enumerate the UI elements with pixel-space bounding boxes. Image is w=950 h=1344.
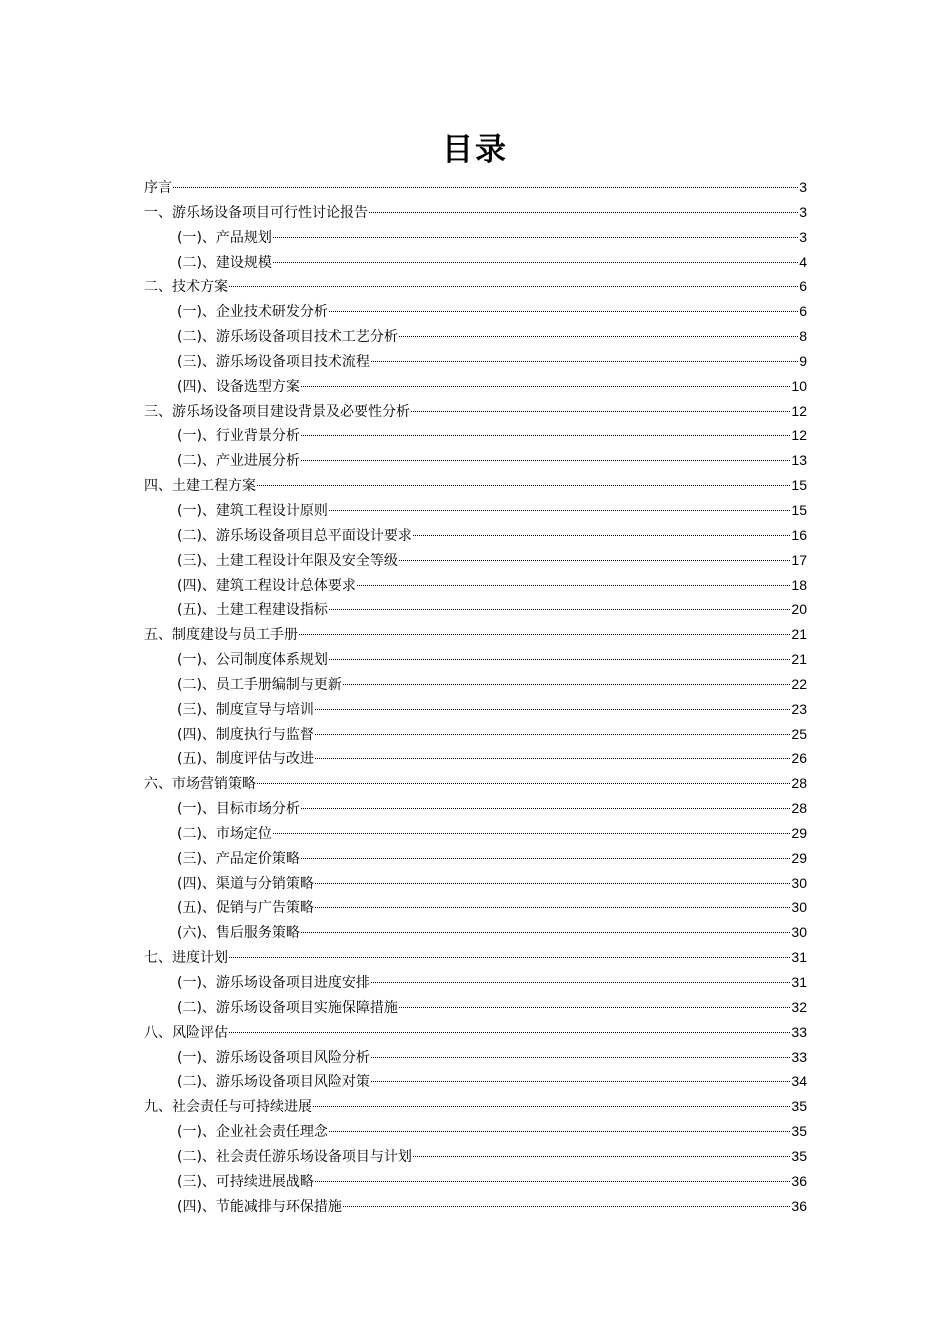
toc-entry-label: (五)、制度评估与改进	[177, 751, 314, 768]
toc-dot-leader	[343, 684, 790, 685]
toc-page-number: 36	[791, 1197, 807, 1214]
toc-dot-leader	[315, 907, 790, 908]
toc-dot-leader	[273, 833, 790, 834]
toc-dot-leader	[273, 262, 798, 263]
toc-section-entry[interactable]	[144, 672, 807, 697]
toc-section-entry[interactable]	[144, 1119, 807, 1144]
toc-entry-label: (一)、公司制度体系规划	[177, 652, 328, 669]
toc-page-number: 10	[791, 377, 807, 394]
toc-page-number: 15	[791, 501, 807, 518]
toc-page-number: 30	[791, 899, 807, 916]
toc-section-entry[interactable]	[144, 523, 807, 548]
toc-section-entry[interactable]	[144, 846, 807, 871]
toc-dot-leader	[369, 212, 798, 213]
toc-entry-label: (四)、节能减排与环保措施	[177, 1198, 342, 1215]
toc-dot-leader	[313, 1106, 790, 1107]
toc-page-number: 35	[791, 1098, 807, 1115]
toc-dot-leader	[315, 758, 790, 759]
toc-page-number: 29	[791, 849, 807, 866]
toc-page-number: 13	[791, 452, 807, 469]
toc-page-number: 21	[791, 651, 807, 668]
toc-chapter-entry[interactable]	[144, 945, 807, 970]
toc-dot-leader	[371, 1057, 790, 1058]
toc-page-number: 31	[791, 974, 807, 990]
toc-dot-leader	[229, 286, 798, 287]
toc-chapter-entry[interactable]	[144, 175, 807, 200]
toc-chapter-entry[interactable]	[144, 200, 807, 225]
toc-page-number: 28	[791, 800, 807, 817]
toc-entry-label: (二)、建设规模	[177, 254, 272, 271]
toc-page-number: 3	[799, 203, 807, 220]
toc-entry-label: (一)、建筑工程设计原则	[177, 502, 328, 519]
toc-section-entry[interactable]	[144, 995, 807, 1020]
toc-dot-leader	[329, 659, 790, 660]
toc-page-number: 8	[799, 328, 807, 345]
toc-entry-label: (一)、游乐场设备项目风险分析	[177, 1049, 370, 1066]
toc-section-entry[interactable]	[144, 573, 807, 598]
toc-dot-leader	[257, 783, 790, 784]
toc-page-number: 31	[791, 949, 807, 966]
toc-dot-leader	[257, 485, 790, 486]
toc-entry-label: (三)、可持续进展战略	[177, 1173, 314, 1190]
toc-page-number: 3	[799, 228, 807, 245]
toc-chapter-entry[interactable]	[144, 473, 807, 498]
toc-dot-leader	[301, 808, 790, 809]
toc-page-number: 33	[791, 1023, 807, 1040]
toc-section-entry[interactable]	[144, 722, 807, 747]
toc-entry-label: (五)、促销与广告策略	[177, 900, 314, 917]
toc-entry-label: (一)、企业社会责任理念	[177, 1124, 328, 1141]
toc-section-entry[interactable]	[144, 548, 807, 573]
toc-page-number: 6	[799, 278, 807, 295]
toc-section-entry[interactable]	[144, 498, 807, 523]
toc-section-entry[interactable]	[144, 796, 807, 821]
toc-section-entry[interactable]	[144, 324, 807, 349]
toc-section-entry[interactable]	[144, 448, 807, 473]
toc-section-entry[interactable]	[144, 299, 807, 324]
toc-dot-leader	[413, 1156, 790, 1157]
toc-page-number: 35	[791, 1123, 807, 1140]
toc-dot-leader	[315, 883, 790, 884]
toc-page-number: 30	[791, 874, 807, 891]
toc-chapter-entry[interactable]	[144, 274, 807, 299]
toc-chapter-entry[interactable]	[144, 399, 807, 424]
toc-page-number: 17	[791, 551, 807, 568]
toc-entry-label: 一、游乐场设备项目可行性讨论报告	[144, 204, 368, 221]
toc-dot-leader	[315, 709, 790, 710]
toc-page-number: 6	[799, 303, 807, 320]
toc-section-entry[interactable]	[144, 697, 807, 722]
toc-page-number: 22	[791, 675, 807, 692]
toc-section-entry[interactable]	[144, 250, 807, 275]
toc-page-number: 12	[791, 427, 807, 444]
toc-entry-label: (二)、产业进展分析	[177, 453, 300, 470]
toc-dot-leader	[343, 1206, 790, 1207]
toc-section-entry[interactable]	[144, 970, 807, 995]
toc-page-number: 34	[791, 1073, 807, 1090]
toc-dot-leader	[399, 560, 790, 561]
toc-entry-label: (一)、行业背景分析	[177, 428, 300, 445]
toc-entry-label: 九、社会责任与可持续进展	[144, 1099, 312, 1116]
toc-dot-leader	[301, 858, 790, 859]
toc-entry-label: (四)、建筑工程设计总体要求	[177, 577, 356, 594]
toc-dot-leader	[229, 957, 790, 958]
toc-section-entry[interactable]	[144, 895, 807, 920]
toc-page-number: 26	[791, 750, 807, 767]
toc-chapter-entry[interactable]	[144, 1094, 807, 1119]
toc-page-number: 18	[791, 576, 807, 593]
toc-dot-leader	[315, 1181, 790, 1182]
toc-section-entry[interactable]	[144, 821, 807, 846]
toc-dot-leader	[315, 734, 790, 735]
toc-dot-leader	[301, 435, 790, 436]
toc-section-entry[interactable]	[144, 1045, 807, 1070]
toc-entry-label: (四)、制度执行与监督	[177, 726, 314, 743]
toc-page-number: 36	[791, 1172, 807, 1189]
toc-entry-label: 五、制度建设与员工手册	[144, 627, 298, 644]
toc-entry-label: (二)、游乐场设备项目风险对策	[177, 1074, 370, 1091]
toc-dot-leader	[329, 609, 790, 610]
toc-entry-label: (一)、产品规划	[177, 229, 272, 246]
toc-dot-leader	[301, 932, 790, 933]
toc-page-number: 21	[791, 626, 807, 643]
toc-section-entry[interactable]	[144, 1169, 807, 1194]
toc-entry-label: (六)、售后服务策略	[177, 925, 300, 942]
toc-entry-label: 三、游乐场设备项目建设背景及必要性分析	[144, 403, 410, 420]
toc-dot-leader	[413, 535, 790, 536]
toc-section-entry[interactable]	[144, 423, 807, 448]
toc-dot-leader	[371, 982, 790, 983]
toc-dot-leader	[371, 361, 798, 362]
toc-page-number: 23	[791, 700, 807, 717]
toc-dot-leader	[371, 1081, 790, 1082]
toc-section-entry[interactable]	[144, 1144, 807, 1169]
toc-entry-label: 四、土建工程方案	[144, 478, 256, 495]
toc-dot-leader	[329, 1131, 790, 1132]
toc-entry-label: (一)、企业技术研发分析	[177, 304, 328, 321]
toc-dot-leader	[273, 237, 798, 238]
toc-chapter-entry[interactable]	[144, 1020, 807, 1045]
toc-page-number: 35	[791, 1147, 807, 1164]
toc-entry-label: (二)、市场定位	[177, 825, 272, 842]
toc-page-number: 29	[791, 824, 807, 841]
toc-entry-label: (三)、产品定价策略	[177, 850, 300, 867]
toc-entry-label: (一)、目标市场分析	[177, 801, 300, 818]
toc-dot-leader	[357, 585, 790, 586]
toc-entry-label: (三)、制度宣导与培训	[177, 701, 314, 718]
toc-section-entry[interactable]	[144, 871, 807, 896]
toc-entry-label: (三)、土建工程设计年限及安全等级	[177, 552, 398, 569]
toc-dot-leader	[329, 510, 790, 511]
toc-page-number: 4	[799, 253, 807, 270]
toc-page-number: 33	[791, 1048, 807, 1065]
toc-section-entry[interactable]	[144, 349, 807, 374]
toc-dot-leader	[411, 411, 790, 412]
toc-section-entry[interactable]	[144, 374, 807, 399]
toc-dot-leader	[301, 386, 790, 387]
toc-section-entry[interactable]	[144, 597, 807, 622]
toc-entry-label: (二)、游乐场设备项目实施保障措施	[177, 999, 398, 1016]
toc-entry-label: (二)、游乐场设备项目技术工艺分析	[177, 329, 398, 346]
toc-entry-label: (四)、渠道与分销策略	[177, 875, 314, 892]
toc-page-number: 9	[799, 352, 807, 369]
toc-section-entry[interactable]	[144, 1069, 807, 1094]
toc-entry-label: 六、市场营销策略	[144, 776, 256, 793]
toc-entry-label: (五)、土建工程建设指标	[177, 602, 328, 619]
toc-entry-label: 七、进度计划	[144, 950, 228, 967]
toc-entry-label: (二)、游乐场设备项目总平面设计要求	[177, 527, 412, 544]
toc-chapter-entry[interactable]	[144, 771, 807, 796]
toc-section-entry[interactable]	[144, 920, 807, 945]
toc-page-number: 20	[791, 601, 807, 618]
toc-page-number: 32	[791, 998, 807, 1015]
toc-dot-leader	[299, 634, 790, 635]
toc-entry-label: (二)、社会责任游乐场设备项目与计划	[177, 1148, 412, 1165]
toc-section-entry[interactable]	[144, 225, 807, 250]
toc-entry-label: (二)、员工手册编制与更新	[177, 676, 342, 693]
toc-page-number: 25	[791, 725, 807, 742]
toc-section-entry[interactable]	[144, 1194, 807, 1219]
toc-entry-label: (一)、游乐场设备项目进度安排	[177, 975, 370, 991]
toc-entry-label: 八、风险评估	[144, 1024, 228, 1041]
toc-page-number: 15	[791, 477, 807, 494]
toc-page-number: 3	[799, 179, 807, 195]
toc-dot-leader	[329, 311, 798, 312]
toc-entry-label: (四)、设备选型方案	[177, 378, 300, 395]
toc-dot-leader	[173, 187, 798, 188]
toc-section-entry[interactable]	[144, 746, 807, 771]
toc-page-number: 30	[791, 924, 807, 941]
toc-dot-leader	[229, 1032, 790, 1033]
table-of-contents	[144, 175, 807, 1218]
toc-page-number: 28	[791, 775, 807, 792]
toc-entry-label: (三)、游乐场设备项目技术流程	[177, 353, 370, 370]
toc-dot-leader	[301, 460, 790, 461]
toc-page-number: 12	[791, 402, 807, 419]
toc-page-number: 16	[791, 526, 807, 543]
toc-dot-leader	[399, 1007, 790, 1008]
toc-entry-label: 二、技术方案	[144, 279, 228, 296]
page-title: 目录	[442, 132, 508, 168]
toc-section-entry[interactable]	[144, 647, 807, 672]
toc-entry-label: 序言	[144, 180, 172, 196]
toc-chapter-entry[interactable]	[144, 622, 807, 647]
toc-dot-leader	[399, 336, 798, 337]
